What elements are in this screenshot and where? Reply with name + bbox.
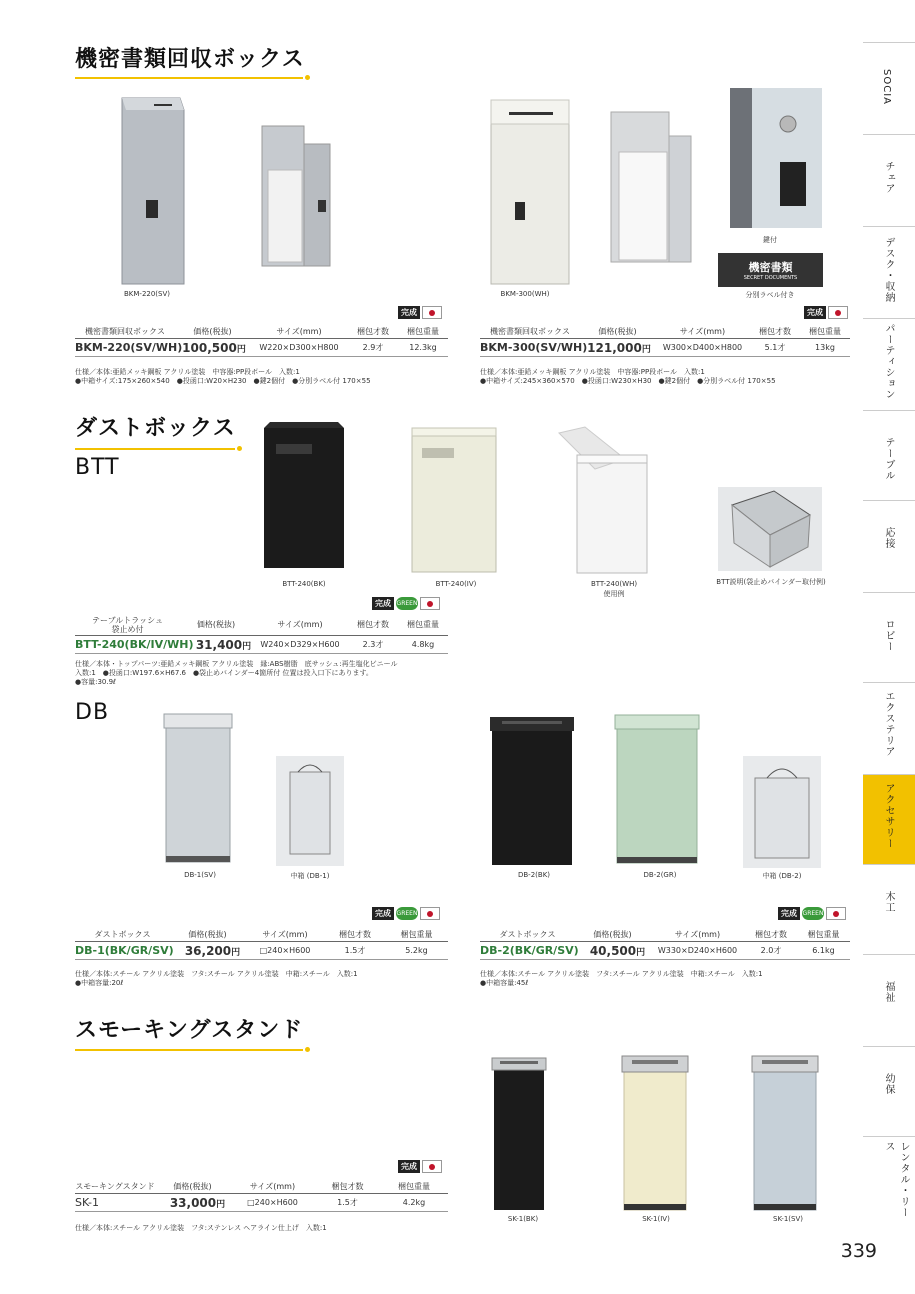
side-tab-label: 木工 <box>883 891 894 913</box>
sk-iv-image <box>620 1052 690 1212</box>
db2-bk-image <box>488 715 576 867</box>
col-header: 価格(税抜) <box>173 1182 212 1191</box>
kansei-badge: 完成 <box>372 597 394 610</box>
col-header: 価格(税抜) <box>196 620 236 629</box>
caption-db2-bk: DB-2(BK) <box>517 871 551 879</box>
spec-line: 仕様／本体・トップパーツ:亜鉛メッキ鋼板 アクリル塗装 縁:ABS樹脂 底サッシュ:再生塩化ビニール <box>75 660 398 668</box>
db2-inner-image <box>743 756 821 868</box>
pack-size: 2.9才 <box>362 343 384 352</box>
db1-sv-image <box>162 712 234 864</box>
japan-flag-icon <box>422 306 442 319</box>
spec-line: 仕様／本体:スチール アクリル塗装 フタ:スチール アクリル塗装 中箱:スチール 入数:1 <box>75 970 358 978</box>
price-value: 33,000 <box>169 1195 217 1210</box>
side-tab-partition[interactable] <box>863 318 915 410</box>
price-value: 31,400 <box>195 637 243 652</box>
side-tab-table[interactable] <box>863 410 915 500</box>
title-underline <box>75 77 303 79</box>
spec-table-bkm220 <box>75 325 448 357</box>
caption-sk-sv: SK-1(SV) <box>773 1215 803 1223</box>
spec-line: 仕様／本体:スチール アクリル塗装 フタ:ステンレス ヘアライン仕上げ 入数:1 <box>75 1224 327 1232</box>
col-header: 価格(税抜) <box>593 930 632 939</box>
col-header: 梱包重量 <box>398 1182 430 1191</box>
price-unit: 円 <box>636 947 646 958</box>
pack-weight: 6.1kg <box>812 946 835 955</box>
green-purchase-icon: GREEN <box>396 597 418 610</box>
spec-text-bkm300 <box>480 368 776 386</box>
side-tab-label: デスク・収納 <box>883 237 894 303</box>
spec-line: ●中箱サイズ:175×260×540 ●投函口:W20×H230 ●鍵2個付 ●分別ラベル付 170×55 <box>75 377 371 385</box>
side-tab-label: チェア <box>883 161 894 194</box>
pack-weight: 4.8kg <box>411 640 435 649</box>
caption-bkm300: BKM-300(WH) <box>500 290 550 298</box>
side-tab-woodwork[interactable] <box>863 864 915 954</box>
caption-db1-inner: 中箱 (DB-1) <box>290 872 330 880</box>
bkm300-product-image <box>487 98 573 286</box>
green-purchase-icon: GREEN <box>802 907 824 920</box>
spec-text-btt <box>75 660 398 687</box>
col-header: 梱包重量 <box>407 327 439 336</box>
price-unit: 円 <box>216 1199 226 1210</box>
pack-size: 1.5才 <box>344 946 366 955</box>
db2-gr-image <box>613 713 701 867</box>
size: W300×D400×H800 <box>662 343 743 352</box>
col-header: 機密書類回収ボックス <box>490 327 570 336</box>
japan-flag-icon <box>420 907 440 920</box>
japan-flag-icon <box>422 1160 442 1173</box>
caption-btt-desc: BTT説明(袋止めバインダー取付例) <box>716 578 826 586</box>
spec-table-sk <box>75 1180 448 1212</box>
section-title-confidential: 機密書類回収ボックス <box>75 47 305 72</box>
col-header: 梱包才数 <box>357 620 389 629</box>
side-tab-label: テーブル <box>883 437 894 481</box>
model-name: BKM-300(SV/WH) <box>480 341 588 354</box>
key-photo <box>730 88 822 228</box>
spec-line: 仕様／本体:スチール アクリル塗装 フタ:スチール アクリル塗装 中箱:スチール 入数:1 <box>480 970 763 978</box>
spec-line: ●中箱容量:20ℓ <box>75 979 124 987</box>
side-tab-exterior[interactable] <box>863 682 915 774</box>
db1-inner-image <box>276 756 344 866</box>
badge-group-bkm300 <box>804 306 848 319</box>
col-header: スモーキングスタンド <box>75 1182 155 1191</box>
side-tab-label: レンタル・リース <box>883 1141 909 1218</box>
price-unit: 円 <box>231 947 241 958</box>
subheading-db: DB <box>75 700 110 725</box>
side-tab-chair[interactable] <box>863 134 915 226</box>
side-tab-accessory[interactable] <box>863 774 915 864</box>
side-tab-label: パーティション <box>883 323 894 400</box>
price-unit: 円 <box>236 344 246 355</box>
side-tab-label: 応接 <box>883 527 894 549</box>
badge-group-db1 <box>372 907 440 920</box>
spec-text-db2 <box>480 970 763 988</box>
caption-sk-bk: SK-1(BK) <box>507 1215 539 1223</box>
side-tab-welfare[interactable] <box>863 954 915 1046</box>
btt-bk-image <box>258 420 350 572</box>
caption-key: 鍵付 <box>763 236 777 244</box>
model-name: BKM-220(SV/WH) <box>75 341 183 354</box>
title-underline <box>75 1049 303 1051</box>
caption-bkm220: BKM-220(SV) <box>123 290 170 298</box>
title-underline <box>75 448 235 450</box>
japan-flag-icon <box>826 907 846 920</box>
japan-flag-icon <box>420 597 440 610</box>
kansei-badge: 完成 <box>398 306 420 319</box>
spec-table-db1 <box>75 928 448 960</box>
spec-table-bkm300 <box>480 325 850 357</box>
price <box>178 341 250 355</box>
size: W220×D300×H800 <box>259 343 339 352</box>
btt-iv-image <box>408 424 500 574</box>
col-header: 梱包才数 <box>357 327 389 336</box>
col-header: 価格(税抜) <box>598 327 637 336</box>
badge-group-db2 <box>778 907 846 920</box>
section-title-dustbox: ダストボックス <box>75 416 236 441</box>
side-tab-desk[interactable] <box>863 226 915 318</box>
side-tab-label: SOCIA <box>881 69 892 105</box>
col-header <box>75 616 180 634</box>
col-header-line1: テーブルトラッシュ <box>92 615 163 625</box>
caption-db1: DB-1(SV) <box>184 871 216 879</box>
caption-btt-iv: BTT-240(IV) <box>435 580 477 588</box>
col-header: ダストボックス <box>94 930 151 939</box>
spec-line: ●中箱サイズ:245×360×570 ●投函口:W230×H30 ●鍵2個付 ●分別ラベル付 170×55 <box>480 377 776 385</box>
caption-label: 分別ラベル付き <box>745 291 795 299</box>
col-header: サイズ(mm) <box>249 1182 296 1191</box>
side-tab-label: アクセサリー <box>883 783 894 849</box>
caption-sk-iv: SK-1(IV) <box>642 1215 670 1223</box>
spec-line: 仕様／本体:亜鉛メッキ鋼板 アクリル塗装 中容器:PP段ボール 入数:1 <box>75 368 300 376</box>
col-header: ダストボックス <box>499 930 556 939</box>
col-header: 梱包才数 <box>339 930 371 939</box>
side-tab-label: エクステリア <box>883 691 894 757</box>
pack-weight: 12.3kg <box>409 343 437 352</box>
pack-weight: 5.2kg <box>405 946 428 955</box>
subheading-btt: BTT <box>75 455 120 480</box>
badge-group-btt <box>372 597 440 610</box>
secret-documents-label <box>718 253 823 287</box>
badge-group-bkm220 <box>398 306 442 319</box>
side-tab-lobby[interactable] <box>863 592 915 682</box>
model-name: SK-1 <box>75 1196 100 1209</box>
col-header: 梱包才数 <box>331 1182 364 1191</box>
spec-line: ●中箱容量:45ℓ <box>480 979 529 987</box>
price <box>180 944 245 958</box>
label-subtext: SECRET DOCUMENTS <box>743 275 798 281</box>
caption-db2-inner: 中箱 (DB-2) <box>762 872 802 880</box>
sk-bk-image <box>490 1052 548 1212</box>
caption-btt-bk: BTT-240(BK) <box>282 580 326 588</box>
col-header: 機密書類回収ボックス <box>85 327 165 336</box>
kansei-badge: 完成 <box>398 1160 420 1173</box>
spec-text-db1 <box>75 970 358 988</box>
pack-weight: 13kg <box>815 343 835 352</box>
side-tab-label: 福祉 <box>883 981 894 1003</box>
title-dot <box>237 446 242 451</box>
pack-size: 5.1才 <box>764 343 786 352</box>
size: W330×D240×H600 <box>657 946 738 955</box>
btt-wh-image <box>555 425 653 577</box>
page-number: 339 <box>840 1240 877 1262</box>
pack-size: 2.3才 <box>362 640 384 649</box>
caption-btt-wh: BTT-240(WH) <box>590 580 638 588</box>
price-value: 100,500 <box>182 340 237 355</box>
col-header: 梱包才数 <box>759 327 791 336</box>
spec-text-bkm220 <box>75 368 371 386</box>
badge-group-sk <box>398 1160 442 1173</box>
bkm220-open-image <box>258 122 336 272</box>
kansei-badge: 完成 <box>372 907 394 920</box>
col-header: 梱包重量 <box>407 620 439 629</box>
price-unit: 円 <box>641 344 651 355</box>
col-header: サイズ(mm) <box>277 620 323 629</box>
bkm220-product-image <box>118 96 186 286</box>
col-header: サイズ(mm) <box>679 327 726 336</box>
side-tab-nursery[interactable] <box>863 1046 915 1136</box>
pack-size: 2.0才 <box>760 946 782 955</box>
side-tab-socia[interactable] <box>863 42 915 134</box>
col-header: サイズ(mm) <box>262 930 308 939</box>
price-value: 40,500 <box>589 943 637 958</box>
caption-db2-gr: DB-2(GR) <box>643 871 677 879</box>
price <box>195 638 252 652</box>
japan-flag-icon <box>828 306 848 319</box>
price-value: 36,200 <box>184 943 232 958</box>
col-header: 価格(税抜) <box>193 327 232 336</box>
label-text: 機密書類 <box>748 261 793 274</box>
col-header: 梱包重量 <box>400 930 433 939</box>
model-name: BTT-240(BK/IV/WH) <box>75 638 194 651</box>
col-header: サイズ(mm) <box>674 930 721 939</box>
size: W240×D329×H600 <box>260 640 340 649</box>
col-header-line2: 袋止め付 <box>111 624 144 634</box>
price <box>585 944 650 958</box>
pack-size: 1.5才 <box>337 1198 358 1207</box>
side-tab-label: ロビー <box>883 619 894 652</box>
spec-table-db2 <box>480 928 850 960</box>
col-header: サイズ(mm) <box>276 327 322 336</box>
price-unit: 円 <box>242 641 252 652</box>
btt-binder-image <box>718 487 822 571</box>
model-name: DB-2(BK/GR/SV) <box>480 944 579 957</box>
price-value: 121,000 <box>587 340 642 355</box>
side-tab-rental[interactable] <box>863 1136 915 1226</box>
spec-line: ●容量:30.9ℓ <box>75 678 116 686</box>
size: □240×H600 <box>259 946 311 955</box>
green-purchase-icon: GREEN <box>396 907 418 920</box>
size: □240×H600 <box>247 1198 298 1207</box>
col-header: 梱包重量 <box>807 930 840 939</box>
section-title-smoking: スモーキングスタンド <box>75 1018 304 1043</box>
col-header: 価格(税抜) <box>188 930 227 939</box>
title-dot <box>305 75 310 80</box>
spec-line: 入数:1 ●投函口:W197.6×H67.6 ●袋止めバインダー4箇所付 位置は投入口下にあります。 <box>75 669 373 677</box>
caption-btt-wh-usage: 使用例 <box>603 590 625 598</box>
spec-text-sk <box>75 1224 327 1233</box>
model-name: DB-1(BK/GR/SV) <box>75 944 174 957</box>
side-tab-reception[interactable] <box>863 500 915 592</box>
spec-table-btt <box>75 614 448 654</box>
col-header: 梱包才数 <box>755 930 787 939</box>
price <box>165 1196 230 1210</box>
kansei-badge: 完成 <box>778 907 800 920</box>
kansei-badge: 完成 <box>804 306 826 319</box>
price <box>583 341 655 355</box>
spec-line: 仕様／本体:亜鉛メッキ鋼板 アクリル塗装 中容器:PP段ボール 入数:1 <box>480 368 705 376</box>
pack-weight: 4.2kg <box>402 1198 426 1207</box>
title-dot <box>305 1047 310 1052</box>
col-header: 梱包重量 <box>809 327 841 336</box>
bkm300-open-image <box>607 108 695 268</box>
side-tab-label: 幼保 <box>883 1073 894 1095</box>
sk-sv-image <box>750 1052 820 1212</box>
